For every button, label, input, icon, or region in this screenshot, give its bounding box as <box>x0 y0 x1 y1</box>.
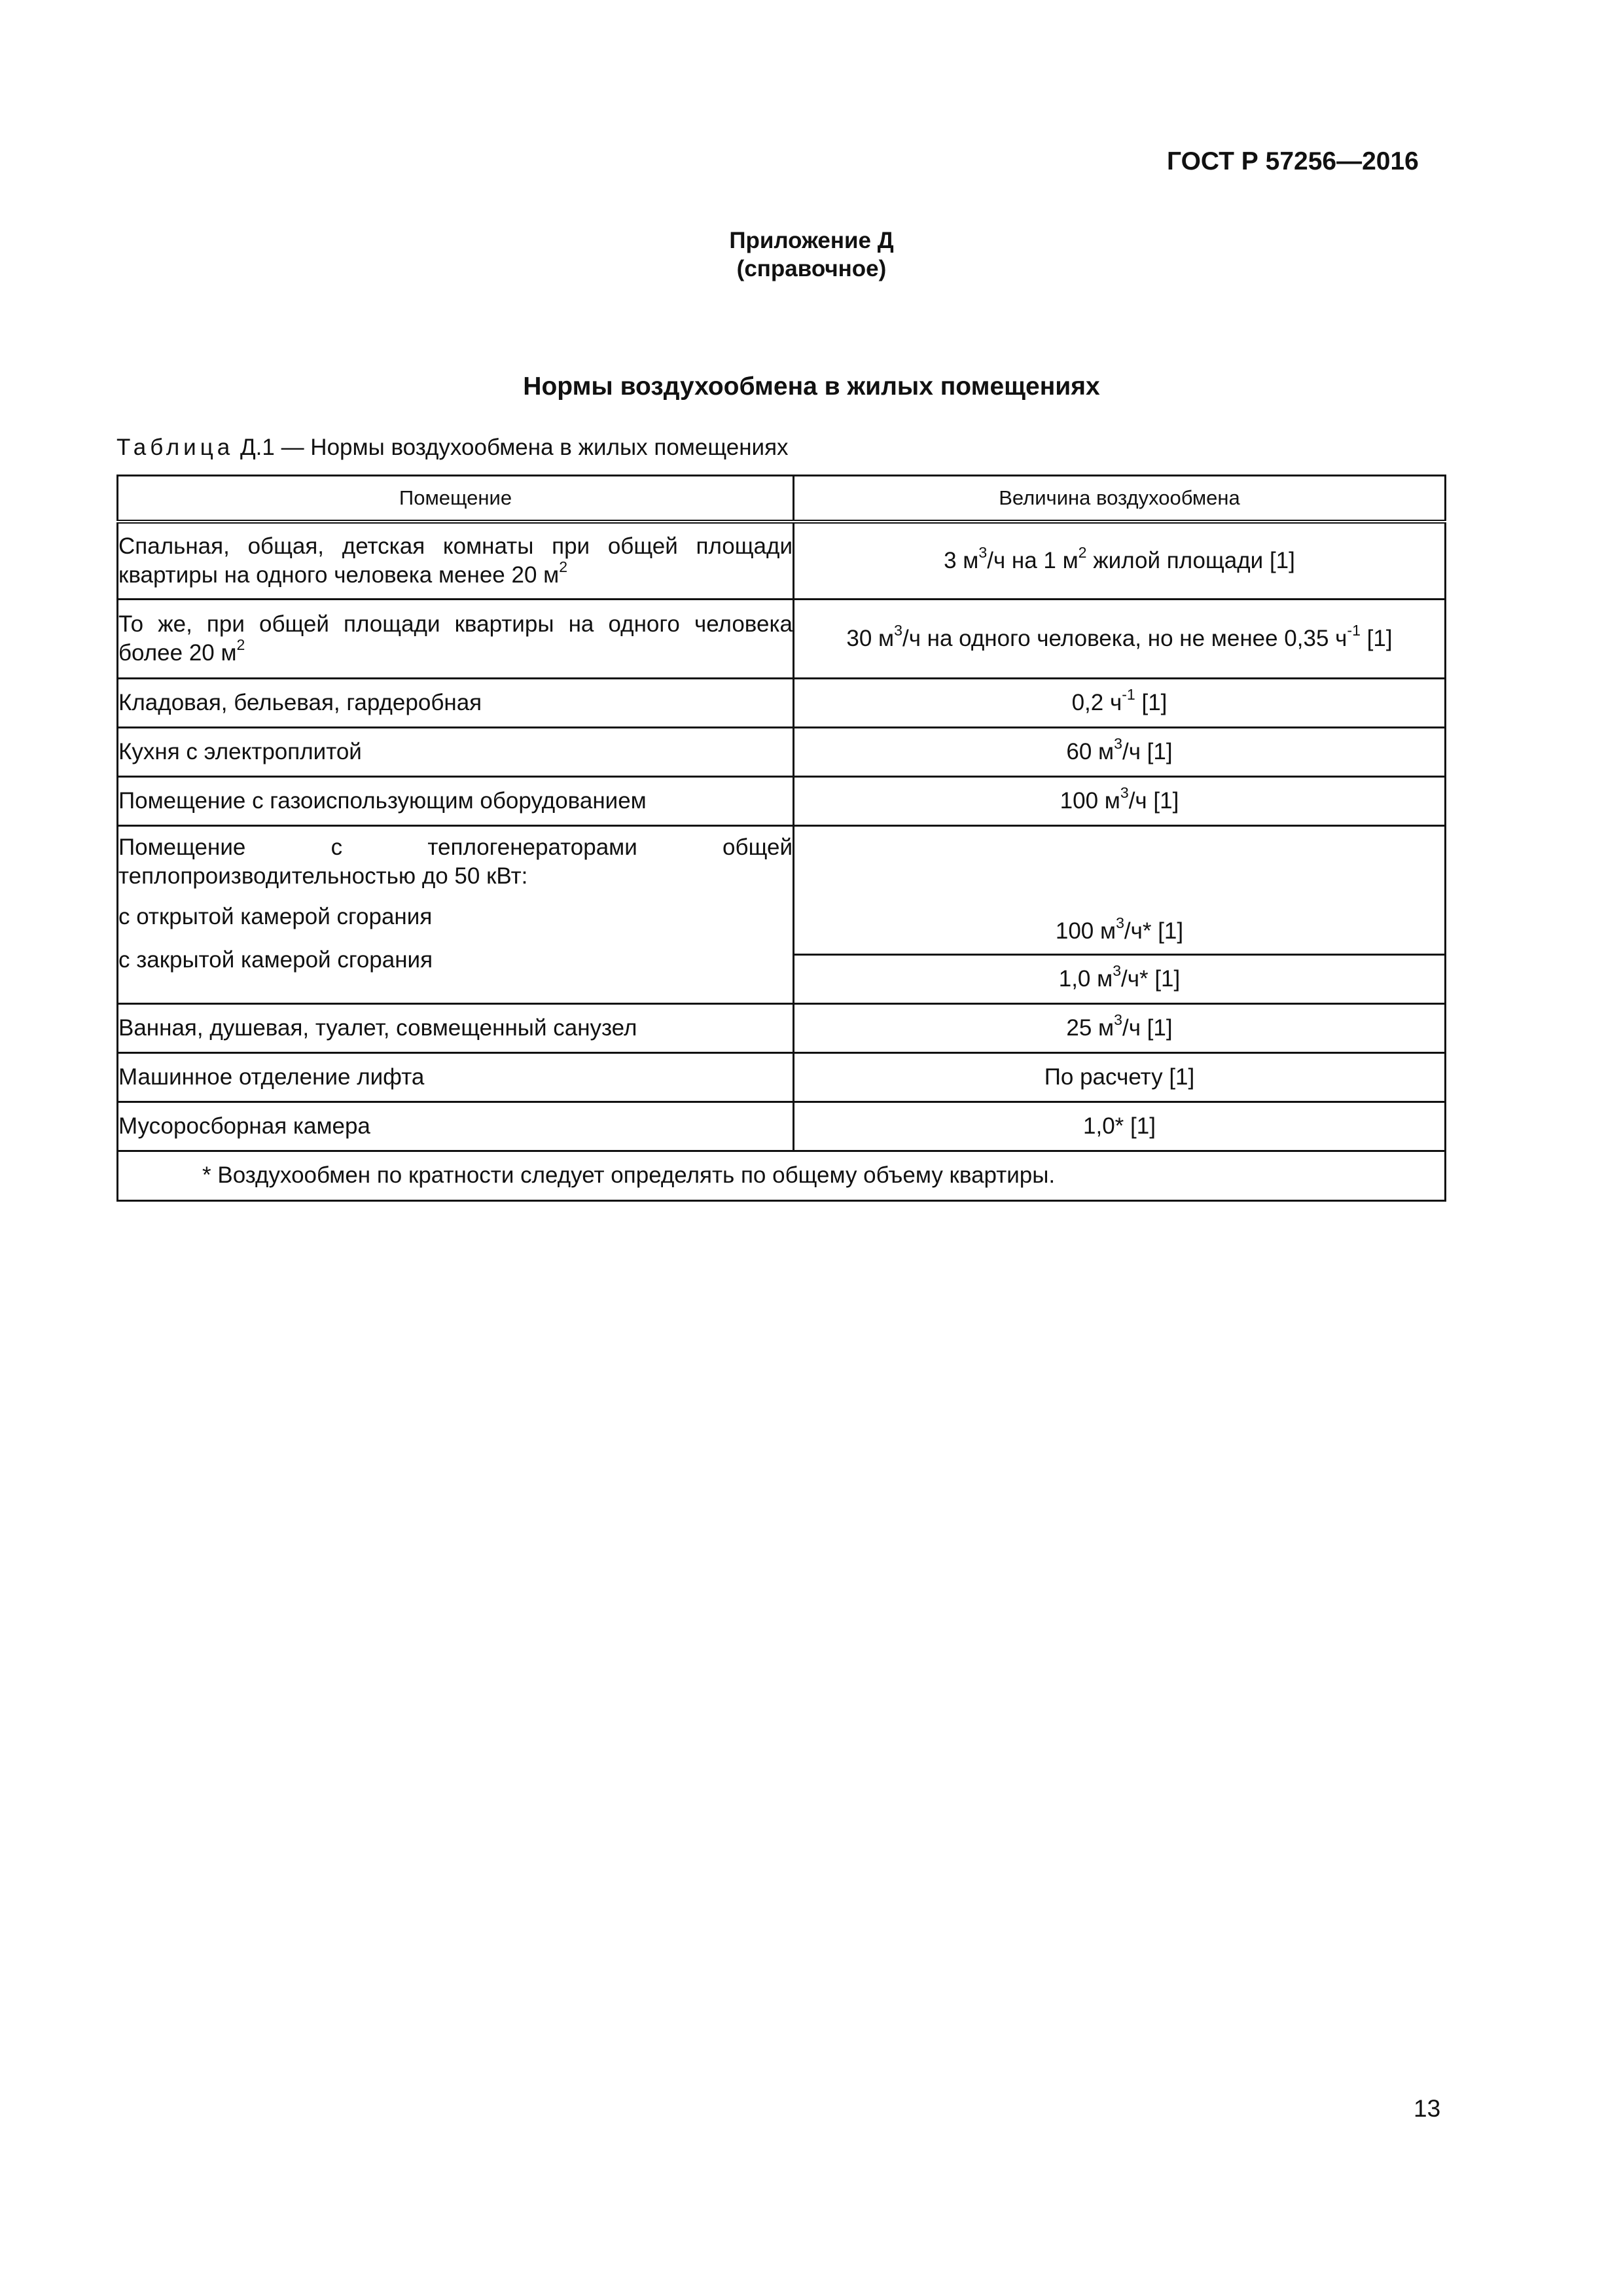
appendix-label: Приложение Д <box>729 228 894 253</box>
column-header-value: Величина воздухообмена <box>794 476 1446 522</box>
column-header-room: Помещение <box>118 476 794 522</box>
table-header-row <box>118 476 1446 522</box>
room-cell: Спальная, общая, детская комнаты при общей площади квартиры на одного человека менее 20 $м^2$ <box>118 522 794 600</box>
appendix-kind: (справочное) <box>736 256 887 282</box>
sub-room-closed: с закрытой камерой сгорания <box>118 947 433 973</box>
sub-room-open: с открытой камерой сгорания <box>118 904 433 930</box>
table-row <box>118 826 1446 955</box>
section-title: Нормы воздухообмена в жилых помещениях <box>523 372 1100 401</box>
table-row <box>118 1004 1446 1053</box>
table-footnote: * Воздухообмен по кратности следует определять по общему объему квартиры. <box>118 1151 1446 1201</box>
room-cell: Кухня с электроплитой <box>118 728 794 777</box>
value-cell: 100 $м^3/ч*$ [1] <box>794 826 1446 955</box>
line-gap <box>118 891 793 903</box>
room-cell: Помещение с газоиспользующим оборудованием <box>118 777 794 826</box>
table-row <box>118 679 1446 728</box>
table-caption <box>116 434 789 461</box>
table-caption-prefix: Таблица <box>116 435 234 460</box>
value-cell: 1,0* [1] <box>794 1102 1446 1151</box>
table-row <box>118 1053 1446 1102</box>
room-cell: Кладовая, бельевая, гардеробная <box>118 679 794 728</box>
room-cell: То же, при общей площади квартиры на одного человека более 20 $м^2$ <box>118 600 794 679</box>
value-cell: 3 $м^3/ч$ на 1 $м^2$ жилой площади [1] <box>794 522 1446 600</box>
table-caption-text: Д.1 — Нормы воздухообмена в жилых помещениях <box>240 435 789 460</box>
page-number: 13 <box>1414 2095 1441 2122</box>
table-row <box>118 728 1446 777</box>
value-cell: По расчету [1] <box>794 1053 1446 1102</box>
document-code: ГОСТ Р 57256—2016 <box>1167 147 1419 175</box>
room-cell: Ванная, душевая, туалет, совмещенный санузел <box>118 1004 794 1053</box>
table-row <box>118 777 1446 826</box>
value-cell: 0,2 $ч^{-1}$ [1] <box>794 679 1446 728</box>
value-cell: 1,0 $м^3/ч*$ [1] <box>794 955 1446 1004</box>
table-footnote-row <box>118 1151 1446 1201</box>
room-cell: Мусоросборная камера <box>118 1102 794 1151</box>
table-row <box>118 600 1446 679</box>
room-cell: Машинное отделение лифта <box>118 1053 794 1102</box>
air-exchange-table <box>116 475 1446 1202</box>
room-cell <box>118 826 794 1004</box>
value-cell: 100 $м^3/ч$ [1] <box>794 777 1446 826</box>
room-intro: Помещение с теплогенераторами общей теплопроизводительностью до 50 кВт: <box>118 834 793 889</box>
table-row <box>118 522 1446 600</box>
appendix-heading <box>0 226 1623 283</box>
value-cell: 25 $м^3/ч$ [1] <box>794 1004 1446 1053</box>
line-gap <box>118 931 793 946</box>
value-cell: 60 $м^3/ч$ [1] <box>794 728 1446 777</box>
table-row <box>118 1102 1446 1151</box>
value-cell: 30 $м^3/ч$ на одного человека, но не менее 0,35 $ч^{-1}$ [1] <box>794 600 1446 679</box>
